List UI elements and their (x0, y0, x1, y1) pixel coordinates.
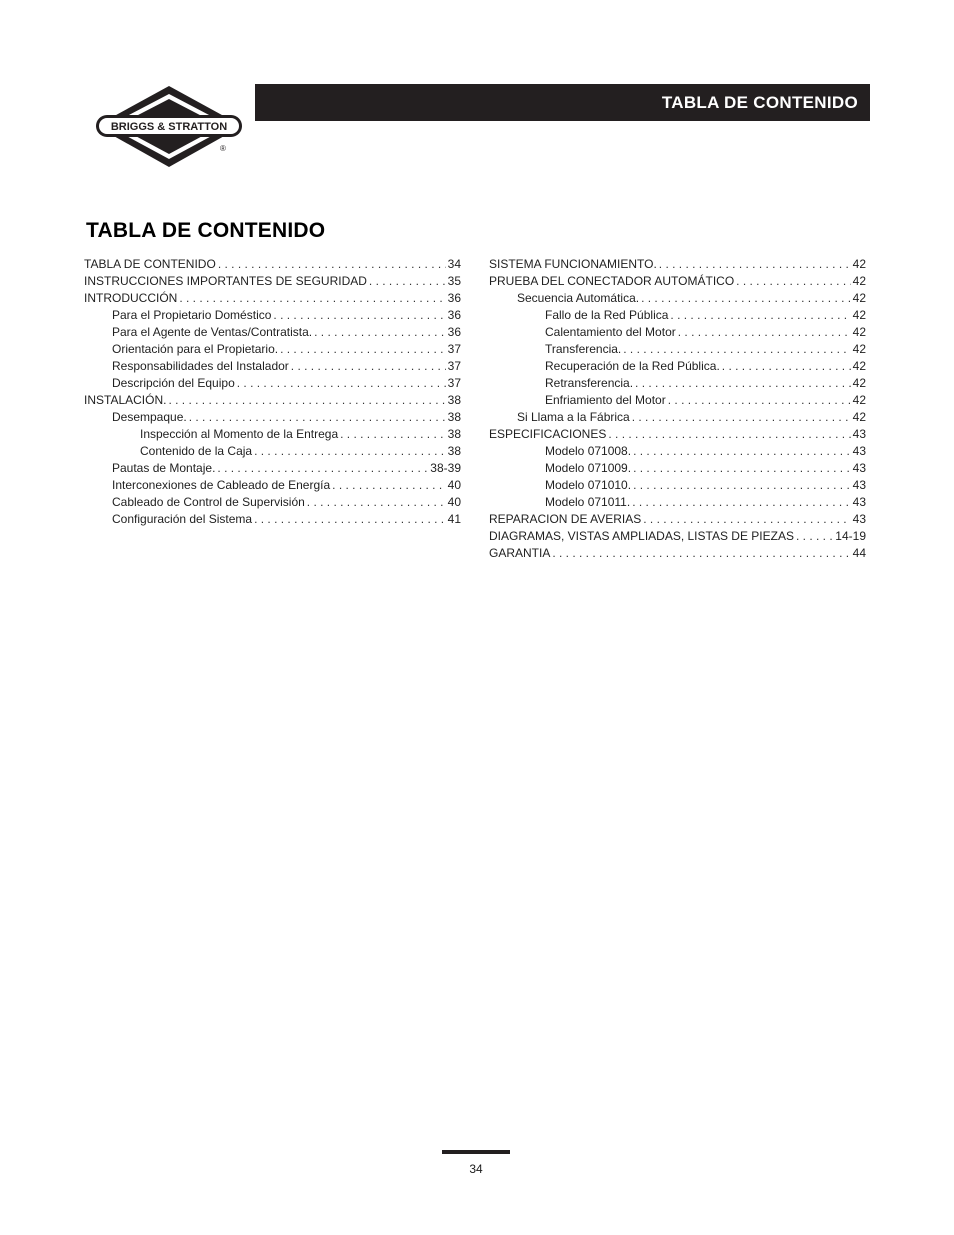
toc-entry-page: 42 (852, 376, 866, 390)
toc-dot-leader (340, 426, 446, 443)
toc-entry-page: 42 (852, 393, 866, 407)
toc-dot-leader (332, 477, 445, 494)
toc-entry-title: Cableado de Control de Supervisión (112, 495, 305, 509)
toc-dot-leader (218, 256, 446, 273)
toc-dot-leader (179, 290, 445, 307)
toc-entry (84, 460, 461, 477)
section-header-bar (255, 84, 870, 121)
toc-entry-title: DIAGRAMAS, VISTAS AMPLIADAS, LISTAS DE PIEZAS (489, 529, 794, 543)
toc-dot-leader (659, 256, 851, 273)
toc-entry (84, 256, 461, 273)
toc-dot-leader (273, 307, 445, 324)
toc-entry-title: Recuperación de la Red Pública. (545, 359, 720, 373)
toc-dot-leader (633, 443, 851, 460)
toc-entry-page: 41 (447, 512, 461, 526)
toc-entry (489, 545, 866, 562)
toc-entry-title: SISTEMA FUNCIONAMIENTO. (489, 257, 657, 271)
toc-entry-title: Inspección al Momento de la Entrega (140, 427, 339, 441)
toc-entry (84, 426, 461, 443)
toc-dot-leader (643, 511, 850, 528)
toc-entry-title: Responsabilidades del Instalador (112, 359, 289, 373)
toc-entry (489, 426, 866, 443)
toc-entry-page: 42 (852, 308, 866, 322)
toc-entry-title: Transferencia. (545, 342, 622, 356)
toc-entry (489, 307, 866, 324)
toc-entry (84, 307, 461, 324)
toc-entry-title: PRUEBA DEL CONECTADOR AUTOMÁTICO (489, 274, 735, 288)
toc-entry-title: Para el Agente de Ventas/Contratista. (112, 325, 313, 339)
footer-page-number: 34 (469, 1162, 483, 1176)
toc-right-column (489, 256, 866, 562)
toc-entry-title: INTRODUCCIÓN (84, 291, 178, 305)
toc-entry-page: 40 (447, 495, 461, 509)
toc-entry-title: Orientación para el Propietario. (112, 342, 279, 356)
toc-dot-leader (632, 409, 851, 426)
toc-entry-title: Modelo 071010. (545, 478, 632, 492)
toc-entry-page: 38 (447, 444, 461, 458)
toc-entry-page: 38 (447, 393, 461, 407)
toc-entry (84, 477, 461, 494)
toc-entry-page: 42 (852, 410, 866, 424)
toc-entry-page: 42 (852, 342, 866, 356)
toc-dot-leader (641, 290, 851, 307)
toc-entry-title: TABLA DE CONTENIDO (84, 257, 216, 271)
toc-entry-page: 37 (447, 359, 461, 373)
toc-dot-leader (633, 460, 851, 477)
toc-entry-title: Secuencia Automática. (517, 291, 640, 305)
toc-entry-page: 35 (447, 274, 461, 288)
toc-dot-leader (722, 358, 851, 375)
toc-entry (489, 392, 866, 409)
toc-entry-title: Pautas de Montaje. (112, 461, 216, 475)
toc-entry (84, 290, 461, 307)
toc-entry-title: Interconexiones de Cableado de Energía (112, 478, 331, 492)
toc-entry-title: Calentamiento del Motor (545, 325, 676, 339)
toc-entry-page: 38-39 (430, 461, 461, 475)
toc-entry-title: Modelo 071008. (545, 444, 632, 458)
toc-dot-leader (552, 545, 850, 562)
toc-entry-page: 37 (447, 342, 461, 356)
toc-dot-leader (314, 324, 446, 341)
toc-entry-page: 14-19 (835, 529, 866, 543)
toc-entry-title: Descripción del Equipo (112, 376, 235, 390)
toc-dot-leader (291, 358, 446, 375)
toc-entry-page: 36 (447, 325, 461, 339)
toc-entry-page: 34 (447, 257, 461, 271)
toc-entry-page: 36 (447, 308, 461, 322)
toc-entry (489, 256, 866, 273)
toc-entry-page: 43 (852, 461, 866, 475)
toc-entry-page: 43 (852, 512, 866, 526)
toc-entry (489, 528, 866, 545)
toc-entry-page: 37 (447, 376, 461, 390)
toc-entry-title: Fallo de la Red Pública (545, 308, 669, 322)
toc-entry (489, 494, 866, 511)
toc-entry-title: Desempaque. (112, 410, 187, 424)
briggs-stratton-logo (94, 85, 244, 169)
toc-entry (84, 341, 461, 358)
toc-dot-leader (307, 494, 446, 511)
toc-entry-page: 43 (852, 427, 866, 441)
toc-entry (84, 511, 461, 528)
section-header-title: TABLA DE CONTENIDO (661, 92, 858, 112)
toc-entry-title: INSTRUCCIONES IMPORTANTES DE SEGURIDAD (84, 274, 367, 288)
toc-dot-leader (189, 409, 446, 426)
toc-entry (489, 477, 866, 494)
footer-rule (442, 1150, 510, 1154)
toc-entry-page: 36 (447, 291, 461, 305)
toc-entry-page: 38 (447, 427, 461, 441)
toc-dot-leader (280, 341, 446, 358)
toc-entry (84, 409, 461, 426)
toc-entry-page: 43 (852, 444, 866, 458)
toc-entry-title: INSTALACIÓN. (84, 393, 167, 407)
toc-dot-leader (668, 392, 851, 409)
toc-entry (489, 443, 866, 460)
logo-text: BRIGGS & STRATTON (110, 121, 228, 133)
toc-entry-page: 43 (852, 495, 866, 509)
toc-dot-leader (254, 511, 446, 528)
toc-dot-leader (237, 375, 446, 392)
toc-entry-title: Para el Propietario Doméstico (112, 308, 272, 322)
toc-entry-title: Contenido de la Caja (140, 444, 253, 458)
toc-dot-leader (254, 443, 446, 460)
toc-entry-page: 43 (852, 478, 866, 492)
toc-dot-leader (796, 528, 833, 545)
toc-entry-title: Si Llama a la Fábrica (517, 410, 630, 424)
toc-dot-leader (632, 494, 850, 511)
toc-entry-title: GARANTIA (489, 546, 551, 560)
toc-dot-leader (168, 392, 445, 409)
toc-entry-page: 42 (852, 325, 866, 339)
toc-entry (489, 409, 866, 426)
toc-entry (489, 273, 866, 290)
toc-entry (489, 375, 866, 392)
toc-dot-leader (608, 426, 850, 443)
toc-entry-title: REPARACION DE AVERIAS (489, 512, 642, 526)
toc-entry (489, 358, 866, 375)
toc-entry (84, 375, 461, 392)
toc-dot-leader (678, 324, 851, 341)
toc-entry (84, 324, 461, 341)
toc-dot-leader (623, 341, 850, 358)
toc-entry (84, 494, 461, 511)
toc-entry-page: 44 (852, 546, 866, 560)
toc-entry (489, 324, 866, 341)
toc-entry-page: 42 (852, 274, 866, 288)
toc-entry-page: 42 (852, 257, 866, 271)
toc-entry (84, 273, 461, 290)
toc-entry-page: 40 (447, 478, 461, 492)
toc-entry-page: 38 (447, 410, 461, 424)
toc-entry-page: 42 (852, 291, 866, 305)
toc-entry (84, 443, 461, 460)
toc-entry-title: Modelo 071011. (545, 495, 631, 509)
toc-entry (84, 392, 461, 409)
toc-left-column (84, 256, 461, 528)
toc-entry (489, 290, 866, 307)
toc-entry-title: Enfriamiento del Motor (545, 393, 666, 407)
toc-dot-leader (670, 307, 850, 324)
toc-entry (489, 511, 866, 528)
toc-dot-leader (633, 477, 851, 494)
page-title: TABLA DE CONTENIDO (86, 219, 326, 242)
toc-entry (84, 358, 461, 375)
registered-mark: ® (220, 144, 226, 153)
toc-dot-leader (217, 460, 428, 477)
toc-entry (489, 341, 866, 358)
toc-entry-title: ESPECIFICACIONES (489, 427, 607, 441)
toc-entry-page: 42 (852, 359, 866, 373)
toc-entry (489, 460, 866, 477)
toc-entry-title: Configuración del Sistema (112, 512, 253, 526)
toc-dot-leader (736, 273, 850, 290)
toc-entry-title: Retransferencia. (545, 376, 634, 390)
toc-dot-leader (635, 375, 851, 392)
toc-entry-title: Modelo 071009. (545, 461, 632, 475)
toc-dot-leader (369, 273, 446, 290)
